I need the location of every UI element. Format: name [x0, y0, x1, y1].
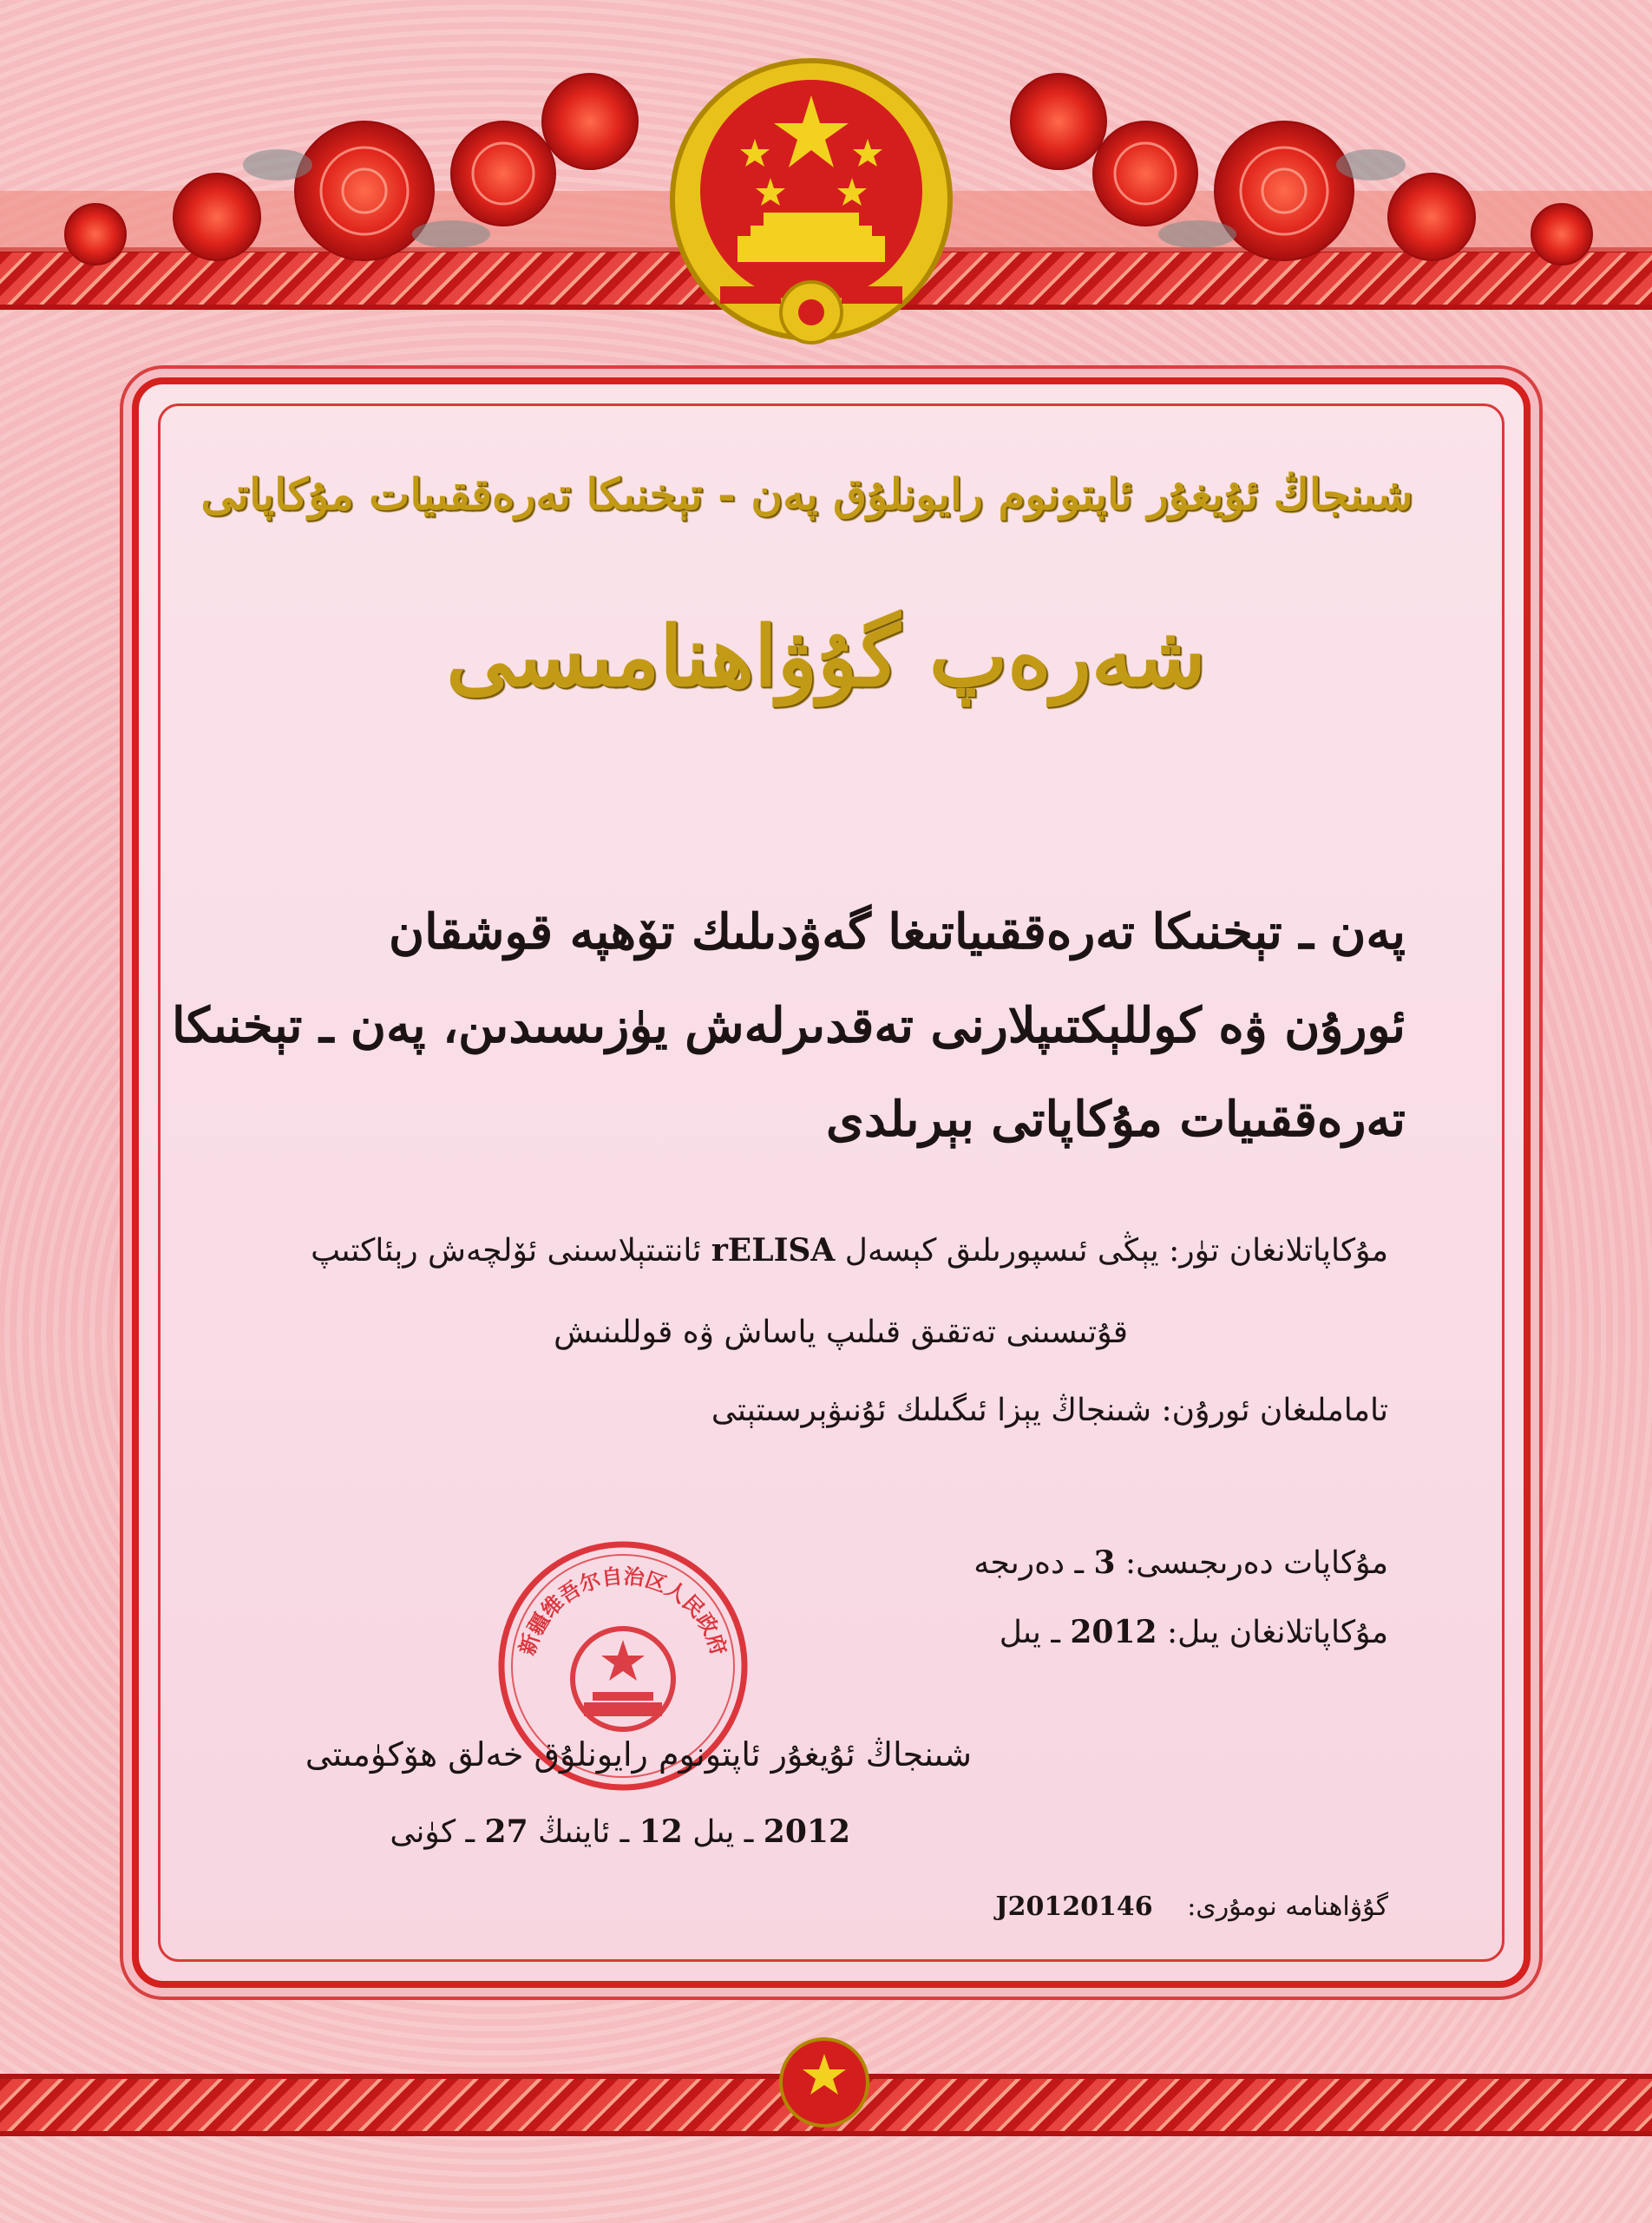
- award-level-number: 3: [1093, 1544, 1116, 1581]
- issue-day-suffix: ـ كۈنى: [390, 1814, 475, 1850]
- award-item-brand: rELISA: [711, 1232, 836, 1269]
- bottom-emblem-icon: [777, 2035, 872, 2130]
- completed-by-value: شىنجاڭ يېزا ئىگىلىك ئۇنىۋېرسىتېتى: [711, 1393, 1152, 1428]
- award-item-continued: قۇتىسىنى تەتقىق قىلىپ ياساش ۋە قوللىنىش: [554, 1315, 1128, 1350]
- award-item-label: مۇكاپاتلانغان تۈر:: [1169, 1233, 1388, 1269]
- certificate-title: شەرەپ گۇۋاھنامىسى: [446, 607, 1206, 705]
- body-line-1: پەن ـ تېخنىكا تەرەققىياتىغا گەۋدىلىك تۆھپە قوشقان: [388, 903, 1406, 961]
- award-item-value-1: يېڭى ئىسپورىلىق كېسەل: [844, 1233, 1159, 1269]
- national-emblem-icon: [668, 52, 954, 364]
- award-year-line: [252, 1614, 1388, 1650]
- organization-heading: شىنجاڭ ئۇيغۇر ئاپتونوم رايونلۇق پەن - تېخنىكا تەرەققىيات مۇكاپاتى: [200, 469, 1413, 520]
- award-item-line: [252, 1232, 1388, 1269]
- issuer-name: شىنجاڭ ئۇيغۇر ئاپتونوم رايونلۇق خەلق ھۆكۈمىتى: [305, 1735, 972, 1774]
- body-line-2: ئورۇن ۋە كوللېكتىپلارنى تەقدىرلەش يۈزىسىدىن، پەن ـ تېخنىكا: [172, 997, 1406, 1054]
- issue-date: [364, 1813, 850, 1850]
- issue-month-suffix: ـ ئاينىڭ: [538, 1814, 630, 1850]
- award-item-value-2: ئانتىتېلاسىنى ئۆلچەش رېئاكتىپ: [311, 1233, 702, 1269]
- issue-year: 2012: [763, 1813, 850, 1850]
- issue-day: 27: [484, 1813, 528, 1850]
- award-level-line: [252, 1544, 1388, 1581]
- award-year-label: مۇكاپاتلانغان يىل:: [1167, 1615, 1388, 1650]
- cert-number-value: J20120146: [995, 1892, 1153, 1922]
- issue-year-suffix: ـ يىل: [692, 1814, 754, 1850]
- issue-month: 12: [639, 1813, 683, 1850]
- award-level-label: مۇكاپات دەرىجىسى:: [1125, 1545, 1388, 1581]
- certificate-number-line: [954, 1892, 1388, 1922]
- certificate-body: [172, 885, 1406, 1166]
- cert-number-label: گۇۋاھنامە نومۇرى:: [1187, 1892, 1388, 1922]
- seal-text: 新疆维吾尔自治区人民政府: [515, 1564, 731, 1659]
- award-year-suffix: ـ يىل: [999, 1615, 1060, 1650]
- top-decorative-band: [0, 0, 1652, 338]
- body-line-3: تەرەققىيات مۇكاپاتى بېرىلدى: [826, 1091, 1406, 1148]
- completed-by-line: [252, 1393, 1388, 1428]
- award-level-suffix: ـ دەرىجە: [974, 1545, 1085, 1581]
- award-year-number: 2012: [1070, 1614, 1157, 1650]
- completed-by-label: تاماملىغان ئورۇن:: [1161, 1393, 1388, 1428]
